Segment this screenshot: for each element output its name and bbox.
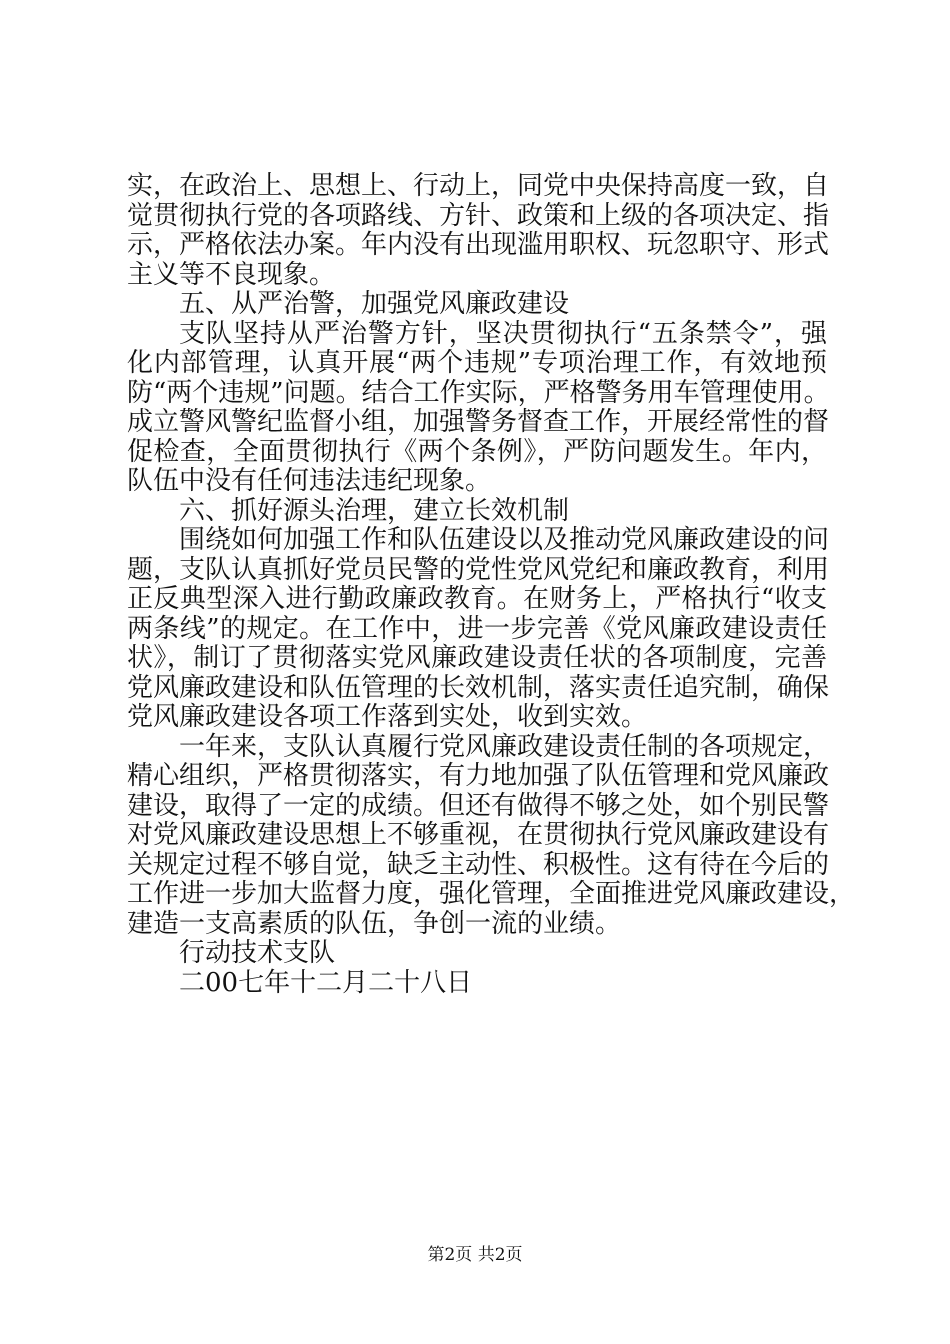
text-line: 党风廉政建设各项工作落到实处，收到实效。 (127, 702, 648, 732)
document-body (127, 171, 856, 998)
text-line: 建设，取得了一定的成绩。但还有做得不够之处，如个别民警 (127, 790, 830, 821)
text-line: 精心组织，严格贯彻落实，有力地加强了队伍管理和党风廉政 (127, 761, 830, 791)
text-line: 党风廉政建设和队伍管理的长效机制，落实责任追究制，确保 (127, 672, 830, 703)
text-line: 主义等不良现象。 (127, 259, 336, 290)
text-line: 正反典型深入进行勤政廉政教育。在财务上，严格执行“收支 (127, 584, 827, 614)
text-line: 队伍中没有任何违法违纪现象。 (127, 466, 492, 496)
text-line: 防“两个违规”问题。结合工作实际，严格警务用车管理使用。 (127, 377, 830, 408)
text-line: 关规定过程不够自觉，缺乏主动性、积极性。这有待在今后的 (127, 849, 830, 880)
text-line: 对党风廉政建设思想上不够重视，在贯彻执行党风廉政建设有 (127, 820, 830, 850)
text-line: 状》，制订了贯彻落实党风廉政建设责任状的各项制度，完善 (127, 643, 827, 673)
text-line: 觉贯彻执行党的各项路线、方针、政策和上级的各项决定、指 (127, 200, 830, 231)
signature-organization: 行动技术支队 (179, 938, 336, 968)
signature-date: 二00七年十二月二十八日 (179, 967, 473, 998)
text-line: 支队坚持从严治警方针，坚决贯彻执行“五条禁令”，强 (179, 318, 827, 349)
text-line: 两条线”的规定。在工作中，进一步完善《党风廉政建设责任 (127, 613, 827, 644)
text-line: 化内部管理，认真开展“两个违规”专项治理工作，有效地预 (127, 348, 827, 378)
page-number-footer: 第2页 共2页 (427, 1245, 523, 1265)
text-line: 一年来，支队认真履行党风廉政建设责任制的各项规定， (179, 731, 830, 762)
text-line: 围绕如何加强工作和队伍建设以及推动党风廉政建设的问 (179, 525, 830, 555)
text-line: 促检查，全面贯彻执行《两个条例》，严防问题发生。年内， (127, 436, 827, 467)
section-heading: 五、从严治警，加强党风廉政建设 (179, 289, 570, 319)
text-line: 工作进一步加大监督力度，强化管理，全面推进党风廉政建设， (127, 879, 856, 909)
text-line: 示，严格依法办案。年内没有出现滥用职权、玩忽职守、形式 (127, 230, 830, 260)
text-line: 实，在政治上、思想上、行动上，同党中央保持高度一致，自 (127, 171, 830, 201)
section-heading: 六、抓好源头治理，建立长效机制 (179, 495, 570, 526)
text-line: 建造一支高素质的队伍，争创一流的业绩。 (127, 908, 622, 939)
text-line: 题，支队认真抓好党员民警的党性党风党纪和廉政教育，利用 (127, 554, 830, 585)
text-line: 成立警风警纪监督小组，加强警务督查工作，开展经常性的督 (127, 407, 830, 437)
